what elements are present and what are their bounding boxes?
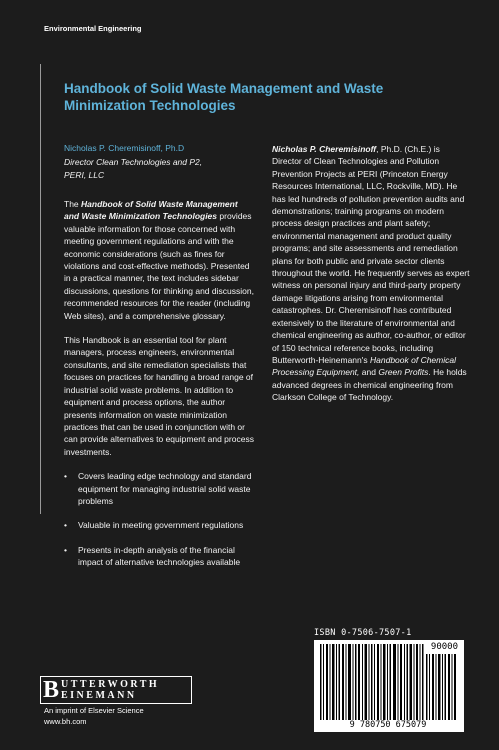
- list-item: [64, 470, 254, 507]
- list-item-text: Covers leading edge technology and standard equipment for managing industrial solid waste problems: [78, 471, 252, 506]
- author-bio-text: , Ph.D. (Ch.E.) is Director of Clean Technologies and Pollution Prevention Projects at PERI (Princeton Energy Resources International, LLC, Rockville, MD). He has led hundreds of pollution prevention audits and demonstrations; training programs on modern process design practices and plant safety; environmental management and product quality programs; and site assessments and remediation plans for both public and private sector clients throughout the world. He frequently serves as expert witness on personal injury and third-party property damage litigations arising from environmental catastrophes. Dr. Cheremisinoff has contributed extensively to the literature of environmental and chemical engineering as author, co-author, or editor of 150 technical reference books, including Butterworth-Heinemann's: [272, 144, 470, 365]
- imprint-text: An imprint of Elsevier Science: [44, 706, 144, 715]
- publisher-url: www.bh.com: [44, 717, 87, 726]
- book-reference: Handbook of Chemical Processing Equipment,: [272, 354, 456, 378]
- ean-number: 9 780750 675079: [318, 720, 458, 730]
- logo-line-1: UTTERWORTH: [61, 679, 160, 690]
- description-text: provides valuable information for those concerned with meeting government regulations and with the economic considerations (such as fines for violations and cost-effective methods). Presented in a practical manner, the text includes sidebar discussions, questions for thinking and discussion, recommended resources for the reader (including Web sites), and a comprehensive glossary.: [64, 211, 254, 321]
- bullet-icon: •: [64, 520, 67, 531]
- vertical-rule: [40, 64, 41, 514]
- author-role-line2: PERI, LLC: [64, 169, 105, 180]
- description-paragraph-1: [64, 198, 254, 322]
- description-column: [64, 198, 254, 581]
- list-item-text: Valuable in meeting government regulations: [78, 520, 244, 531]
- author-bio: [272, 143, 470, 404]
- logo-line-2: EINEMANN: [61, 690, 137, 701]
- barcode-image: [314, 640, 464, 732]
- intro-text: The: [64, 199, 82, 209]
- list-item: [64, 519, 254, 531]
- barcode-icon: [314, 640, 464, 732]
- author-bio-name: Nicholas P. Cheremisinoff: [272, 144, 377, 154]
- author-role: [64, 156, 244, 181]
- category-label: Environmental Engineering: [44, 24, 142, 33]
- bullet-icon: •: [64, 471, 67, 482]
- publisher-logo: [40, 676, 192, 704]
- author-role-line1: Director Clean Technologies and P2,: [64, 157, 203, 167]
- author-bio-text: and: [359, 367, 379, 378]
- isbn-label: ISBN 0-7506-7507-1: [314, 628, 412, 638]
- bullet-icon: •: [64, 544, 67, 555]
- book-title: Handbook of Solid Waste Management and Waste Minimization Technologies: [64, 81, 384, 113]
- feature-list: [64, 470, 254, 568]
- logo-initial: B: [43, 677, 60, 703]
- list-item: [64, 544, 254, 569]
- description-paragraph-2: This Handbook is an essential tool for plant managers, process engineers, environmental consultants, and site remediation specialists that focuses on practices for handling a broad range of industrial solid waste problems. In addition to equipment and process options, the author presents information on waste minimization practices that can be used in conjunction with or can provide alternatives to equipment and process investments.: [64, 335, 254, 457]
- author-bio-text: . He holds advanced degrees in chemical engineering from Clarkson College of Technology.: [272, 367, 467, 403]
- barcode-block: [314, 628, 464, 746]
- book-title-inline: Handbook of Solid Waste Management and Waste Minimization Technologies: [64, 199, 238, 222]
- price-code: 90000: [430, 642, 458, 652]
- author-name: Nicholas P. Cheremisinoff, Ph.D: [64, 143, 185, 153]
- book-reference: Green Profits: [378, 367, 429, 378]
- list-item-text: Presents in-depth analysis of the financial impact of alternative technologies available: [78, 544, 241, 568]
- author-bio-column: [272, 143, 470, 416]
